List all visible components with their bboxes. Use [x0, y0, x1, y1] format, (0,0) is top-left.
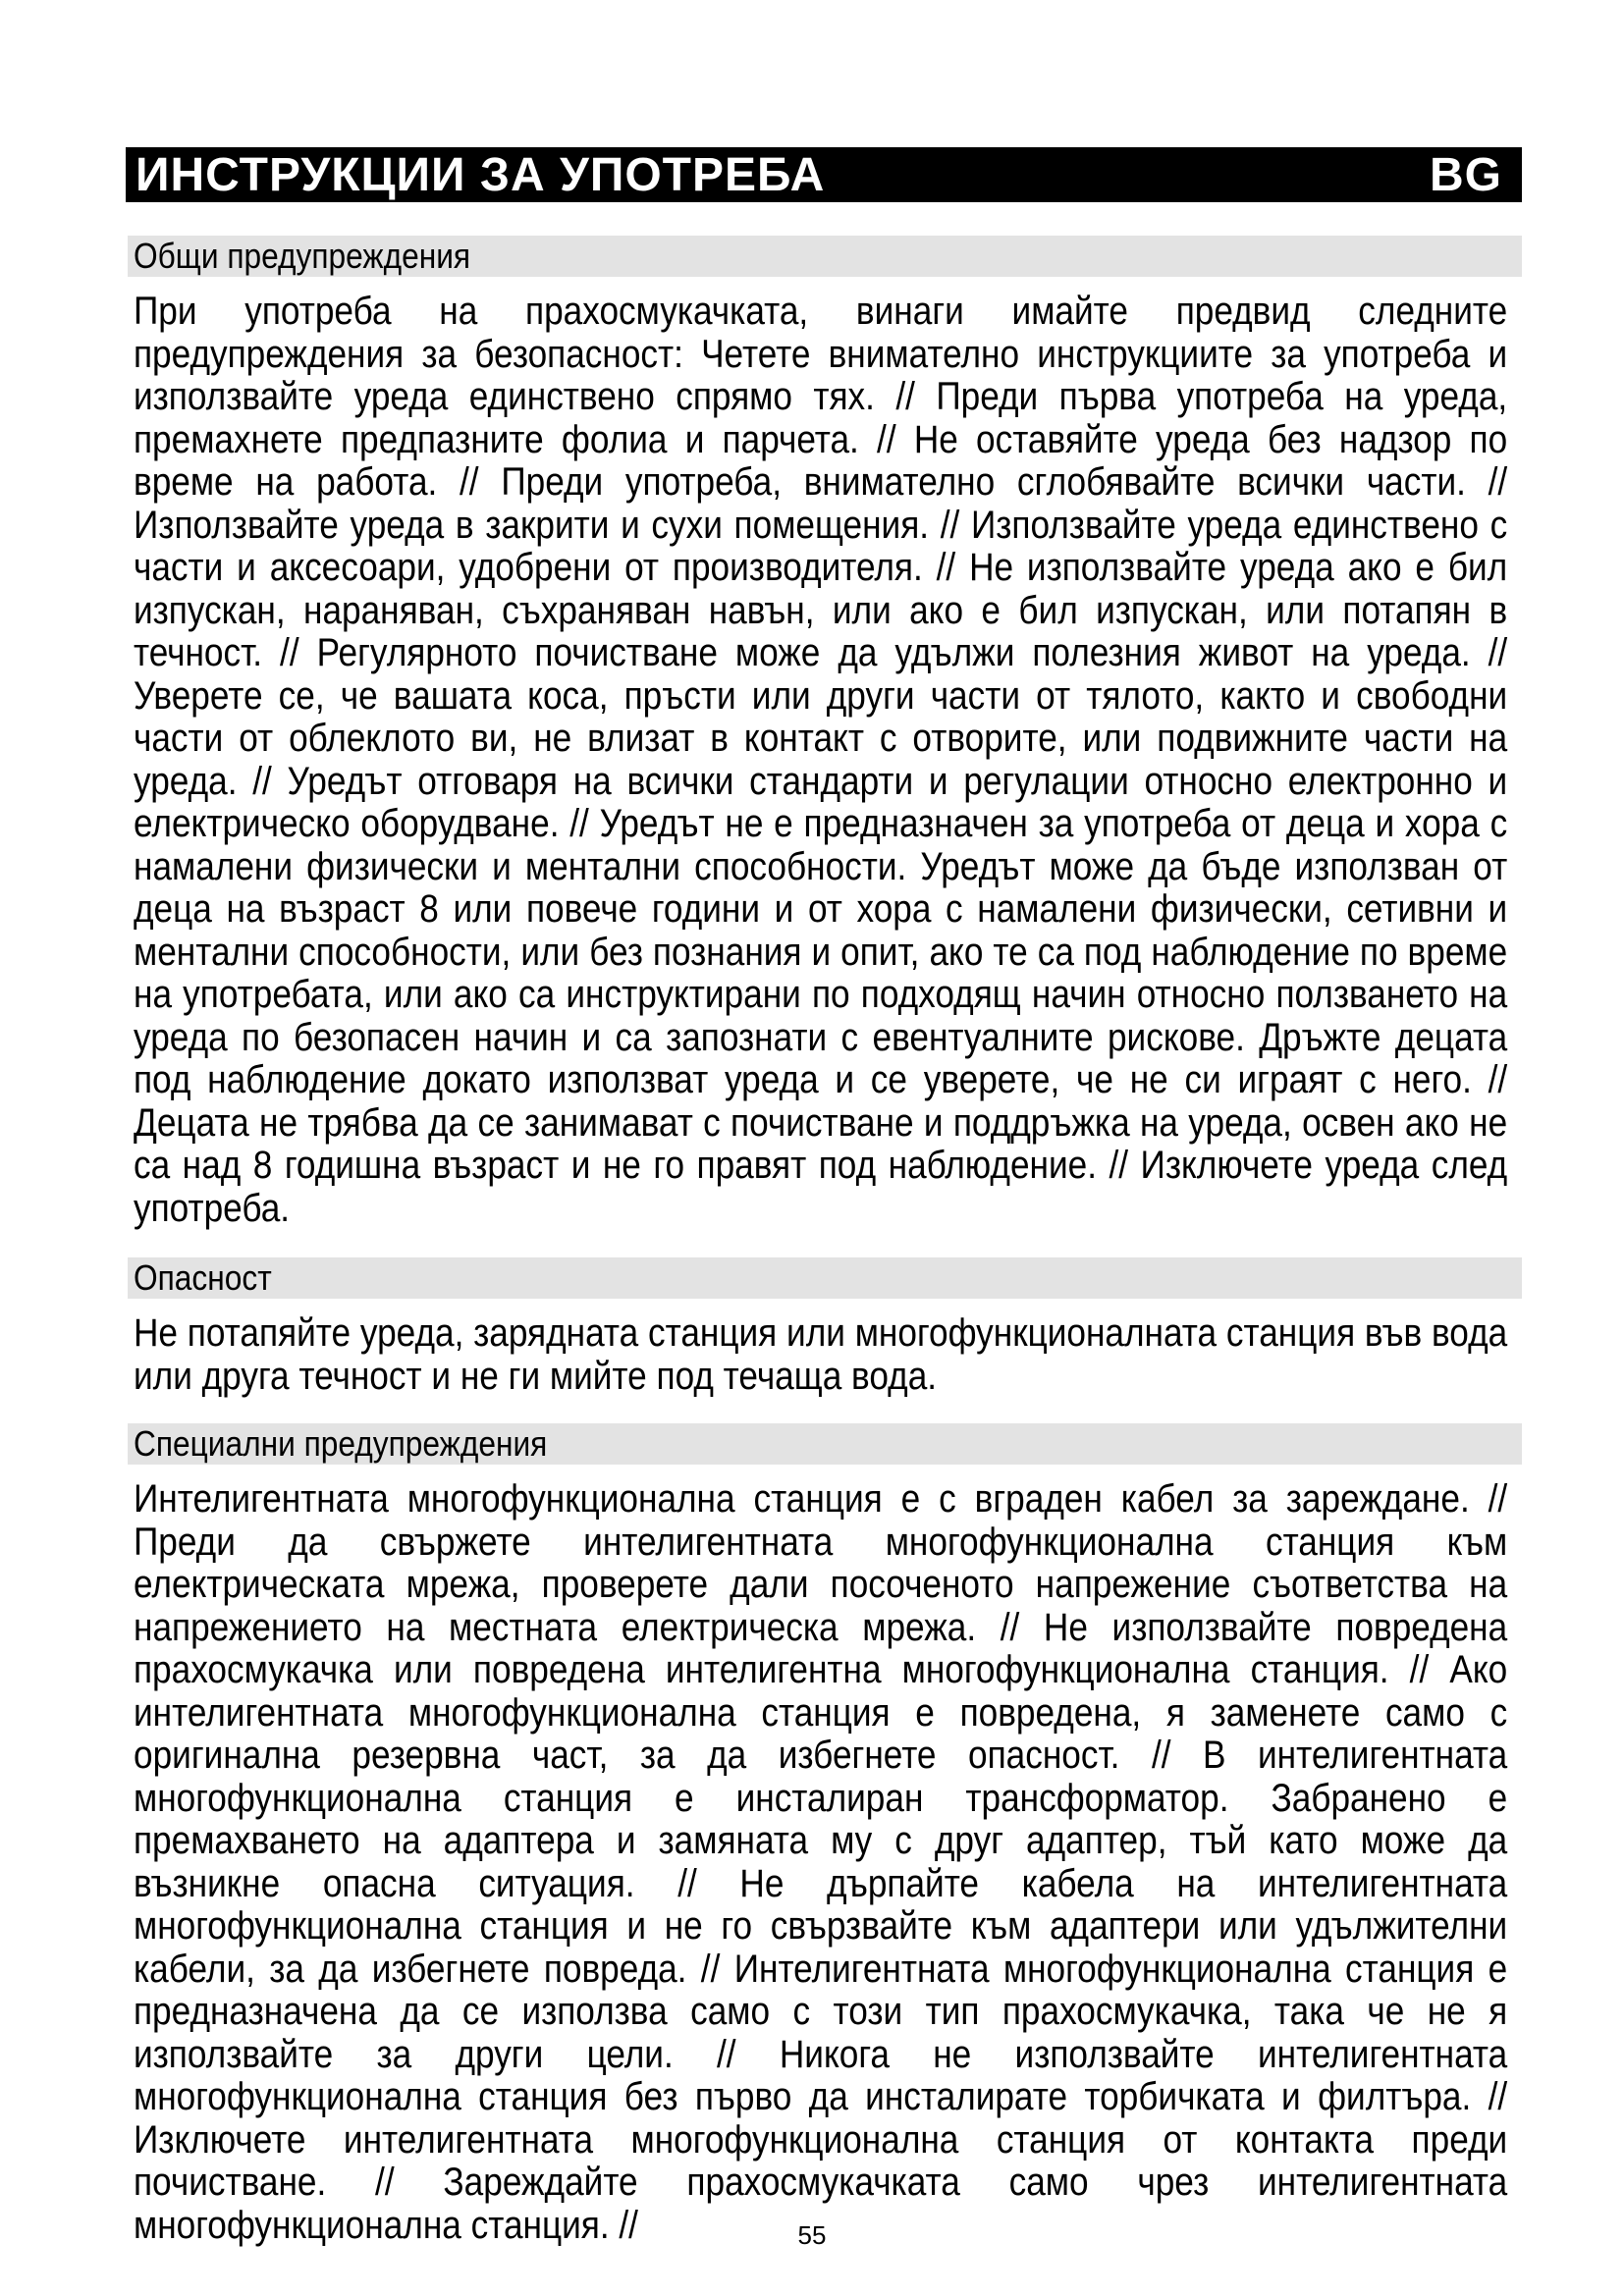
language-code: BG	[1430, 148, 1502, 201]
section-body-general-warnings: При употреба на прахосмукачката, винаги имайте предвид следните предупреждения за безопасност: Четете внимателно инструкциите за употреба и използвайте уреда единствено спрямо тях. // Преди първа употреба на уреда, премахнете предпазните фолиа и парчета. // Не оставяйте уреда без надзор по време на работа. // Преди употреба, внимателно сглобявайте всички части. // Използвайте уреда в закрити и сухи помещения. // Използвайте уреда единствено с части и аксесоари, удобрени от производителя. // Не използвайте уреда ако е бил изпускан, нараняван, съхраняван навън, или ако е бил изпускан, или потапян в течност. // Регулярното почистване може да удължи полезния живот на уреда. // Уверете се, че вашата коса, пръсти или други части от тялото, както и свободни части от облеклото ви, не влизат в контакт с отворите, или подвижните части на уреда. // Уредът отговаря на всички стандарти и регулации относно електронно и електрическо оборудване. // Уредът не е предназначен за употреба от деца и хора с намалени физически и ментални способности. Уредът може да бъде използван от деца на възраст 8 или повече години и от хора с намалени физически, сетивни и ментални способности, или без познания и опит, ако те са под наблюдение по време на употребата, или ако са инструктирани по подходящ начин относно ползването на уреда по безопасен начин и са запознати с евентуалните рискове. Дръжте децата под наблюдение докато използват уреда и се уверете, че не си играят с него. // Децата не трябва да се занимават с почистване и поддръжка на уреда, освен ако не са над 8 годишна възраст и не го правят под наблюдение. // Изключете уреда след употреба.	[134, 290, 1508, 1230]
title-bar	[126, 147, 1522, 202]
page-number: 55	[797, 2220, 827, 2250]
section-heading-danger: Опасност	[128, 1257, 1522, 1299]
section-body-danger: Не потапяйте уреда, зарядната станция или многофункционалната станция във вода или друга течност и не ги мийте под течаща вода.	[134, 1311, 1508, 1398]
section-heading-general-warnings: Общи предупреждения	[128, 236, 1522, 277]
section-body-special-warnings: Интелигентната многофункционална станция е с вграден кабел за зареждане. // Преди да свържете интелигентната многофункционална станция към електрическата мрежа, проверете дали посоченото напрежение съответства на напрежението на местната електрическа мрежа. // Не използвайте повредена прахосмукачка или повредена интелигентна многофункционална станция. // Ако интелигентната многофункционална станция е повредена, я заменете само с оригинална резервна част, за да избегнете опасност. // В интелигентната многофункционална станция е инсталиран трансформатор. Забранено е премахването на адаптера и замяната му с друг адаптер, тъй като може да възникне опасна ситуация. // Не дърпайте кабела на интелигентната многофункционална станция и не го свързвайте към адаптери или удължителни кабели, за да избегнете повреда. // Интелигентната многофункционална станция е предназначена да се използва само с този тип прахосмукачка, така че не я използвайте за други цели. // Никога не използвайте интелигентната многофункционална станция без първо да инсталирате торбичката и филтъра. // Изключете интелигентната многофункционална станция от контакта преди почистване. // Зареждайте прахосмукачката само чрез интелигентната многофункционална станция. //	[134, 1477, 1508, 2247]
document-page	[128, 147, 1508, 2247]
page-title: ИНСТРУКЦИИ ЗА УПОТРЕБА	[135, 148, 826, 201]
section-heading-special-warnings: Специални предупреждения	[128, 1423, 1522, 1465]
